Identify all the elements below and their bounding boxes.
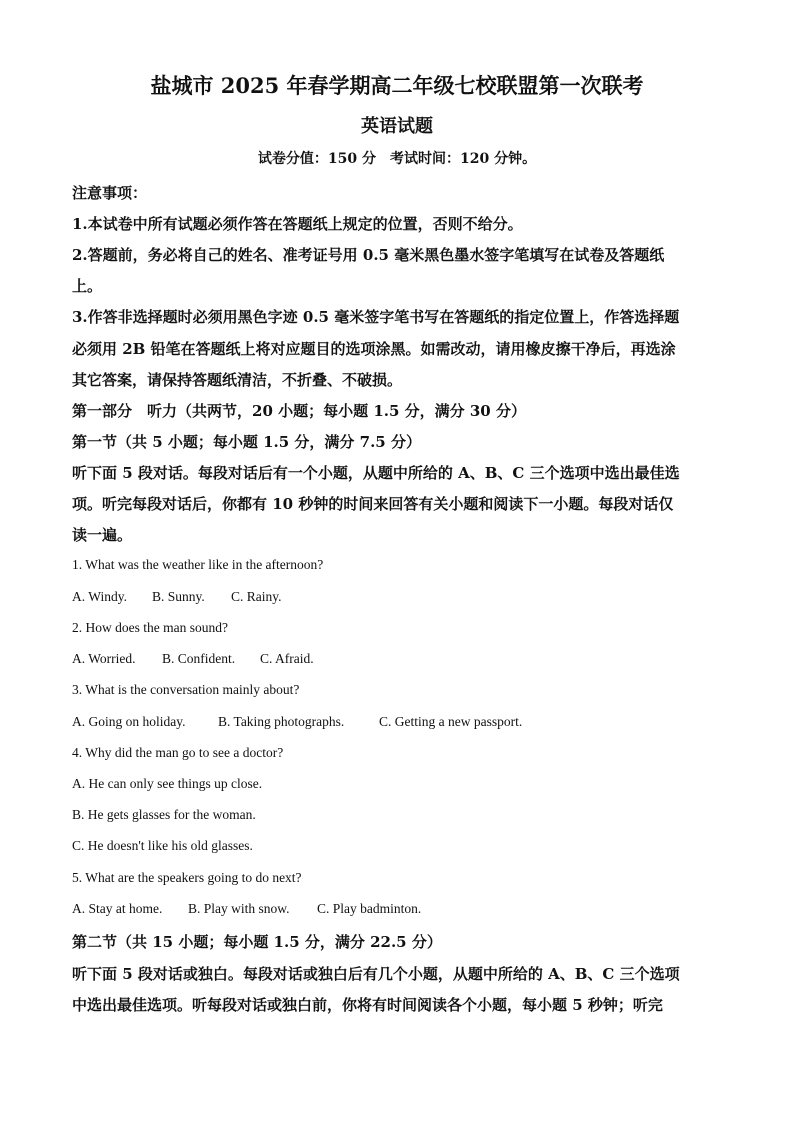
section1-instructions-line-1: 听下面 5 段对话。每段对话后有一个小题，从题中所给的 A、B、C 三个选项中选出最佳选 [72, 464, 680, 482]
question-5: 5. What are the speakers going to do next? [72, 870, 302, 885]
section2-instructions-line-2: 中选出最佳选项。听每段对话或独白前，你将有时间阅读各个小题，每小题 5 秒钟；听完 [72, 996, 663, 1014]
question-4-option-a: A. He can only see things up close. [72, 776, 263, 791]
option-c: C. Rainy. [231, 589, 282, 604]
option-b: B. Confident. [162, 651, 236, 666]
notes-heading: 注意事项： [72, 184, 148, 202]
note-3-line-2: 必须用 2B 铅笔在答题纸上将对应题目的选项涂黑。如需改动，请用橡皮擦干净后，再选涂 [72, 340, 676, 358]
option-c: C. Play badminton. [317, 901, 422, 916]
note-3-line-1: 3.作答非选择题时必须用黑色字迹 0.5 毫米签字笔书写在答题纸的指定位置上，作答选择题 [72, 308, 680, 326]
section1-instructions-line-3: 读一遍。 [72, 526, 133, 544]
note-3-line-3: 其它答案，请保持答题纸清洁，不折叠、不破损。 [72, 371, 403, 389]
question-2: 2. How does the man sound? [72, 620, 228, 635]
option-a: A. Windy. [72, 589, 127, 604]
option-a: A. Worried. [72, 651, 136, 666]
question-1: 1. What was the weather like in the afternoon? [72, 557, 324, 572]
exam-subject: 英语试题 [361, 116, 433, 137]
question-3-options [72, 714, 722, 730]
question-2-options [72, 651, 722, 667]
section2-heading: 第二节（共 15 小题；每小题 1.5 分，满分 22.5 分） [72, 933, 442, 951]
question-3: 3. What is the conversation mainly about? [72, 682, 300, 697]
option-a: A. Stay at home. [72, 901, 163, 916]
option-c: C. Afraid. [260, 651, 314, 666]
exam-meta: 试卷分值：150 分 考试时间：120 分钟。 [257, 151, 537, 167]
option-a: A. Going on holiday. [72, 714, 186, 729]
section1-heading: 第一节（共 5 小题；每小题 1.5 分，满分 7.5 分） [72, 433, 421, 451]
question-4-option-c: C. He doesn't like his old glasses. [72, 838, 253, 853]
section2-instructions-line-1: 听下面 5 段对话或独白。每段对话或独白后有几个小题，从题中所给的 A、B、C 三个选项 [72, 965, 680, 983]
note-2-line-1: 2.答题前，务必将自己的姓名、准考证号用 0.5 毫米黑色墨水签字笔填写在试卷及答题纸 [72, 246, 665, 264]
option-b: B. Play with snow. [188, 901, 290, 916]
option-c: C. Getting a new passport. [379, 714, 523, 729]
question-4-option-b: B. He gets glasses for the woman. [72, 807, 256, 822]
question-4: 4. Why did the man go to see a doctor? [72, 745, 284, 760]
question-1-options [72, 589, 722, 605]
part1-heading: 第一部分 听力（共两节，20 小题；每小题 1.5 分，满分 30 分） [72, 402, 526, 420]
exam-title: 盐城市 2025 年春学期高二年级七校联盟第一次联考 [150, 73, 644, 98]
note-2-line-2: 上。 [72, 277, 103, 295]
option-b: B. Sunny. [152, 589, 205, 604]
section1-instructions-line-2: 项。听完每段对话后，你都有 10 秒钟的时间来回答有关小题和阅读下一小题。每段对话仅 [72, 495, 674, 513]
note-1: 1.本试卷中所有试题必须作答在答题纸上规定的位置，否则不给分。 [72, 215, 523, 233]
question-5-options [72, 901, 722, 917]
option-b: B. Taking photographs. [218, 714, 345, 729]
